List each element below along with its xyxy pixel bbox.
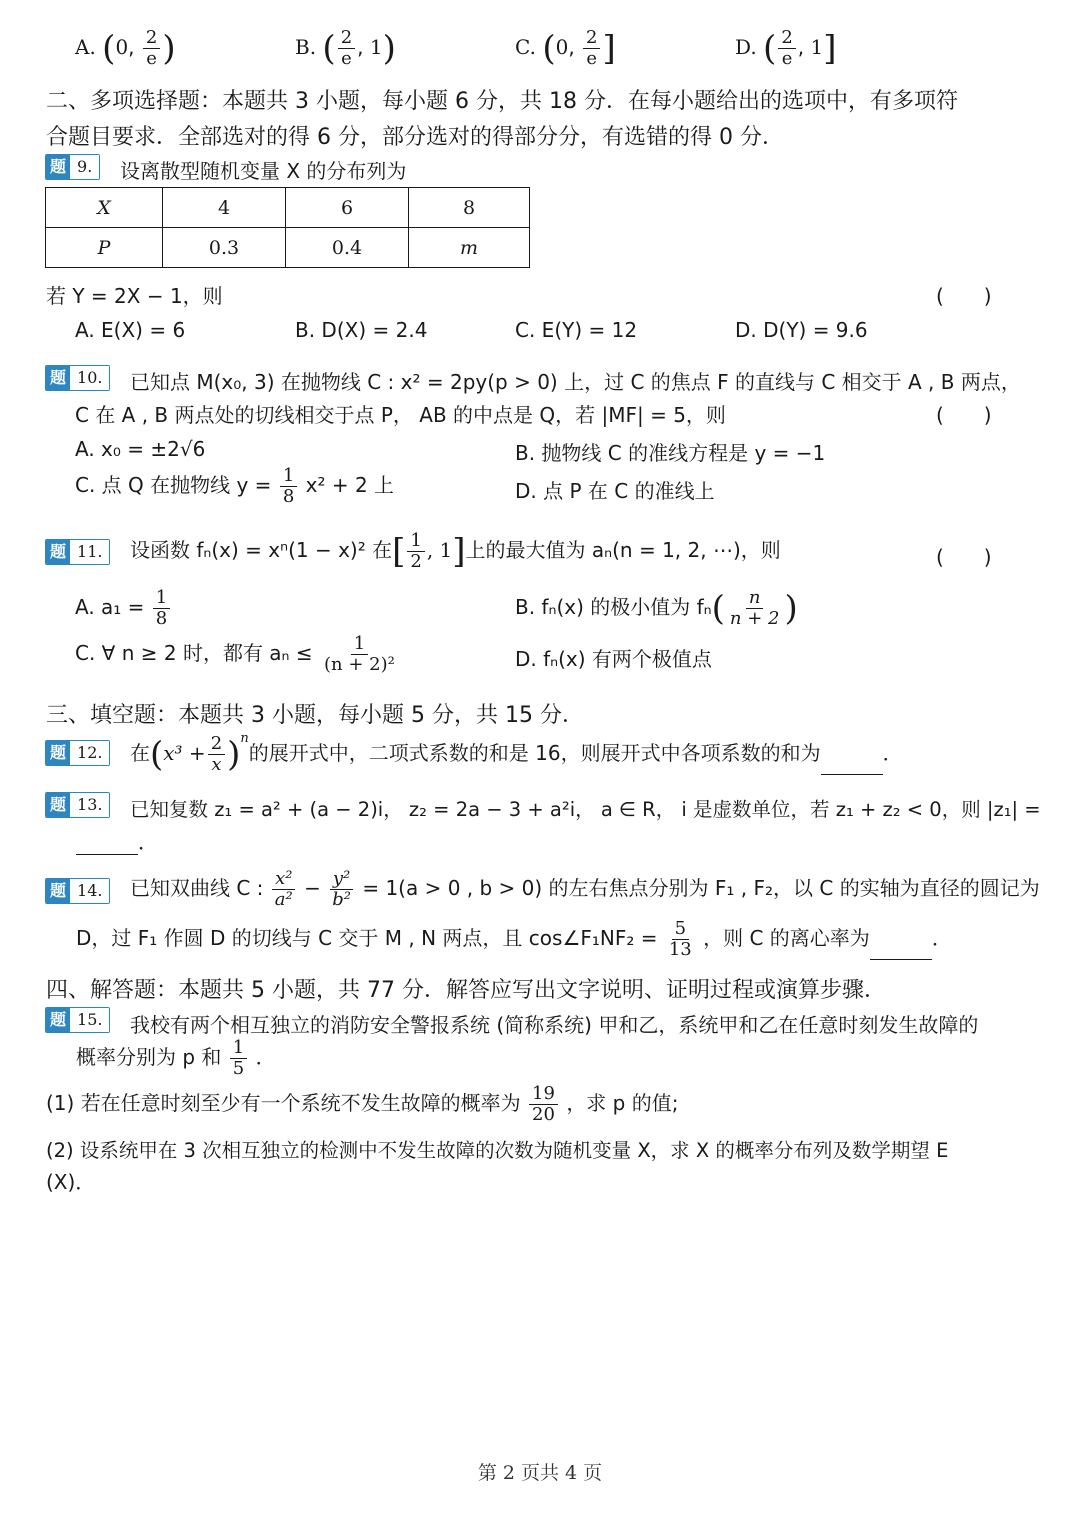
section-4-heading: 四、解答题：本题共 5 小题，共 77 分．解答应写出文字说明、证明过程或演算步骤． [46, 978, 886, 1003]
q12-stem: 在(x³ + $\frac{2}{x}$ )$^n$的展开式中，二项式系数的和是 16，则展开式中各项系数的和为 ． [130, 731, 903, 775]
distribution-table [45, 187, 530, 268]
q8-option-b: B. ( $\frac{2}{e}$ , 1) [295, 27, 396, 69]
q10-stem-line1: 已知点 M(x₀, 3) 在抛物线 C : x² = 2py(p > 0) 上，过 C 的焦点 F 的直线与 C 相交于 A , B 两点， [130, 370, 1021, 394]
page-footer: 第 2 页共 4 页 [477, 1462, 603, 1484]
q10-option-a: A. x₀ = ±2√6 [75, 437, 206, 461]
question-badge-10: 题 10. [45, 365, 110, 391]
table-cell: 4 [163, 188, 286, 228]
section-2-heading: 二、多项选择题：本题共 3 小题，每小题 6 分，共 18 分．在每小题给出的选项中，有多项符 [46, 89, 958, 114]
question-badge-9: 题 9. [45, 154, 100, 180]
q9-option-c: C. E(Y) = 12 [515, 318, 638, 342]
table-cell: X [46, 188, 163, 228]
answer-blank[interactable] [870, 941, 932, 960]
q14-stem-line1: 已知双曲线 C : $\frac{\text{x²}}{\text{a²}}$ − $\frac{\text{y²}}{\text{b²}}$ = 1(a > 0 , b > 0) 的左右焦点分别为 F₁ , F₂，以 C 的实轴为直径的圆记为 [130, 868, 1040, 910]
q8-option-c: C. (0, $\frac{2}{e}$ ] [515, 27, 616, 69]
q8-option-a: A. (0, $\frac{2}{e}$ ) [75, 27, 176, 69]
answer-blank[interactable] [821, 756, 883, 775]
table-cell: m [409, 228, 530, 268]
q15-part-2: (2) 设系统甲在 3 次相互独立的检测中不发生故障的次数为随机变量 X，求 X 的概率分布列及数学期望 E [46, 1139, 949, 1162]
q15-part-1: (1) 若在任意时刻至少有一个系统不发生故障的概率为 $\frac{19}{20}$ ，求 p 的值; [46, 1083, 679, 1125]
q14-stem-line2: D，过 F₁ 作圆 D 的切线与 C 交于 M , N 两点，且 cos∠F₁NF₂ = $\frac{5}{13}$ ，则 C 的离心率为 ． [76, 918, 952, 960]
q9-option-a: A. E(X) = 6 [75, 318, 186, 342]
table-cell: P [46, 228, 163, 268]
q9-answer-paren: ( ) [936, 284, 992, 308]
q11-option-b: B. fₙ(x) 的极小值为 fₙ( $\frac{n}{n + 2}$ ) [515, 587, 798, 629]
table-cell: 0.3 [163, 228, 286, 268]
q11-answer-paren: ( ) [936, 545, 992, 569]
q9-option-b: B. D(X) = 2.4 [295, 318, 428, 342]
q11-stem: 设函数 fₙ(x) = xⁿ(1 − x)² 在[ $\frac{1}{2}$ , 1]上的最大值为 aₙ(n = 1, 2, ⋯)，则 [130, 530, 781, 572]
question-badge-13: 题 13. [45, 792, 110, 818]
question-badge-11: 题 11. [45, 539, 110, 565]
table-row [46, 228, 530, 268]
q11-option-d: D. fₙ(x) 有两个极值点 [515, 647, 712, 671]
q11-option-a: A. a₁ = $\frac{1}{8}$ [75, 588, 172, 629]
q9-condition: 若 Y = 2X − 1，则 [46, 284, 223, 308]
q15-part-2-cont: (X)． [46, 1170, 96, 1194]
q10-answer-paren: ( ) [936, 403, 992, 427]
section-3-heading: 三、填空题：本题共 3 小题，每小题 5 分，共 15 分． [46, 703, 584, 728]
q13-stem: 已知复数 z₁ = a² + (a − 2)i， z₂ = 2a − 3 + a²i， a ∈ R， i 是虚数单位，若 z₁ + z₂ < 0，则 |z₁| = [130, 798, 1041, 821]
q10-option-d: D. 点 P 在 C 的准线上 [515, 479, 715, 503]
question-badge-15: 题 15. [45, 1007, 110, 1033]
q15-stem-line1: 我校有两个相互独立的消防安全警报系统 (简称系统) 甲和乙，系统甲和乙在任意时刻发生故障的 [130, 1013, 979, 1037]
q13-answer-line: ． [76, 826, 158, 855]
table-cell: 6 [286, 188, 409, 228]
question-badge-14: 题 14. [45, 878, 110, 904]
question-badge-12: 题 12. [45, 740, 110, 766]
q10-option-b: B. 抛物线 C 的准线方程是 y = −1 [515, 441, 826, 465]
section-2-heading-cont: 合题目要求．全部选对的得 6 分，部分选对的得部分分，有选错的得 0 分． [46, 125, 784, 150]
q9-option-d: D. D(Y) = 9.6 [735, 318, 868, 342]
q15-stem-line2: 概率分别为 p 和 $\frac{1}{5}$ ． [76, 1037, 276, 1079]
q11-option-c: C. ∀ n ≥ 2 时，都有 aₙ ≤ $\frac{1}{\text{(n + 2)²}}$ [75, 633, 395, 675]
table-cell: 0.4 [286, 228, 409, 268]
q10-option-c: C. 点 Q 在抛物线 y = $\frac{1}{8}$ x² + 2 上 [75, 465, 395, 507]
q8-option-d: D. ( $\frac{2}{e}$ , 1] [735, 27, 837, 69]
q10-stem-line2: C 在 A , B 两点处的切线相交于点 P， AB 的中点是 Q，若 |MF| = 5，则 [75, 403, 726, 427]
table-cell: 8 [409, 188, 530, 228]
q9-stem: 设离散型随机变量 X 的分布列为 [120, 159, 407, 183]
table-row [46, 188, 530, 228]
answer-blank[interactable] [76, 836, 138, 855]
